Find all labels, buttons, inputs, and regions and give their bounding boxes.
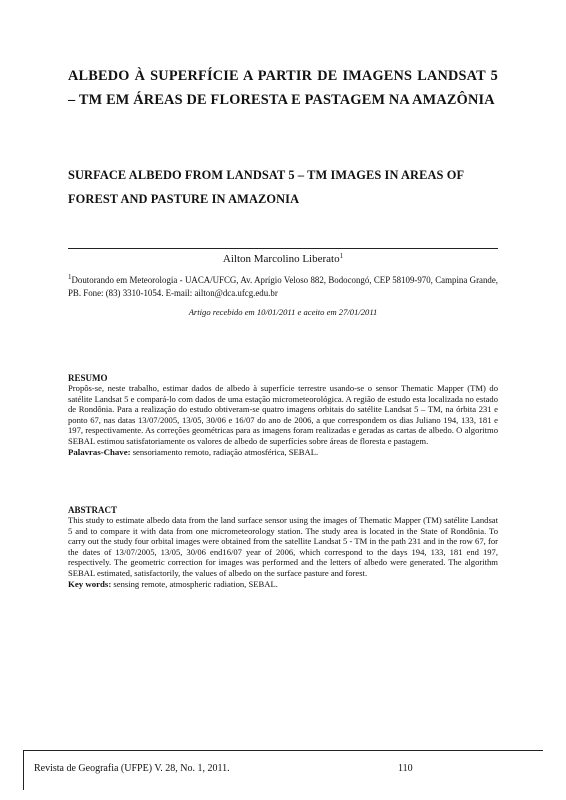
author-footnote-mark: 1 bbox=[339, 252, 344, 260]
resumo-text: Propôs-se, neste trabalho, estimar dados de albedo à superfície terrestre usando-se o sensor Thematic Mapper (TM) do satélite Landsat 5 e compará-lo com dados de uma estação micrometeorológica. A região de estudo esta localizada no estado de Rondônia. Para a realização do estudo obtiveram-se quatro imagens orbitais do satélite Landsat 5 – TM, na órbita 231 e ponto 67, nas datas 13/07/2005, 13/05, 30/06 e 16/07 do ano de 2006, a que correspondem os dias Juliano 194, 133, 181 e 197, respectivamente. As correções geométricas para as imagens foram realizadas e geradas as cartas de albedo. O algoritmo SEBAL estimou satisfatoriamente os valores de albedo de superfícies sobre áreas de floresta e pastagem. bbox=[68, 383, 498, 446]
abstract-keywords bbox=[68, 579, 498, 590]
abstract-text: This study to estimate albedo data from the land surface sensor using the images of Thematic Mapper (TM) satélite Landsat 5 and to compare it with data from one micrometeorology station. The study area is located in the State of Rondônia. To carry out the study four orbital images were obtained from the satellite Landsat 5 - TM in the path 231 and in the row 67, for the dates of 13/07/2005, 13/05, 30/06 end16/07 year of 2006, which correspond to the days 194, 133, 181 end 197, respectively. The geometric correction for images was performed and the letters of albedo were generated. The algorithm SEBAL estimated, satisfactorily, the values of albedo on the surface pasture and forest. bbox=[68, 515, 498, 578]
received-date: Artigo recebido em 10/01/2011 e aceito em 27/01/2011 bbox=[188, 307, 378, 317]
affiliation-mark: 1 bbox=[68, 273, 72, 281]
resumo-heading: RESUMO bbox=[68, 373, 108, 383]
footer-divider bbox=[23, 750, 543, 751]
title-english: SURFACE ALBEDO FROM LANDSAT 5 – TM IMAGES IN AREAS OF FOREST AND PASTURE IN AMAZONIA bbox=[68, 168, 464, 206]
affiliation-text: Doutorando em Meteorologia - UACA/UFCG, Av. Aprígio Veloso 882, Bodocongó, CEP 58109-970, Campina Grande, PB. Fone: (83) 3310-1054. E-mail: ailton@dca.ufcg.edu.br bbox=[68, 275, 498, 298]
resumo-keywords-label: Palavras-Chave: bbox=[68, 446, 131, 457]
header-divider bbox=[68, 248, 498, 249]
abstract-keywords-label: Key words: bbox=[68, 578, 112, 589]
author-affiliation bbox=[68, 271, 498, 300]
resumo-keywords-text: sensoriamento remoto, radiação atmosférica, SEBAL. bbox=[132, 446, 319, 457]
footer-journal-citation: Revista de Geografia (UFPE) V. 28, No. 1, 2011. bbox=[34, 763, 230, 774]
title-portuguese: ALBEDO À SUPERFÍCIE A PARTIR DE IMAGENS LANDSAT 5 – TM EM ÁREAS DE FLORESTA E PASTAGEM NA AMAZÔNIA bbox=[68, 68, 498, 108]
author-name: Ailton Marcolino Liberato bbox=[222, 253, 340, 265]
author-line bbox=[0, 252, 566, 265]
abstract-heading: ABSTRACT bbox=[68, 505, 118, 515]
footer-left-border bbox=[23, 750, 24, 790]
abstract-keywords-text: sensing remote, atmospheric radiation, SEBAL. bbox=[113, 578, 278, 589]
resumo-keywords bbox=[68, 447, 498, 458]
abstract-section bbox=[68, 505, 498, 590]
resumo-section bbox=[68, 373, 498, 458]
footer-page-number: 110 bbox=[398, 763, 413, 774]
